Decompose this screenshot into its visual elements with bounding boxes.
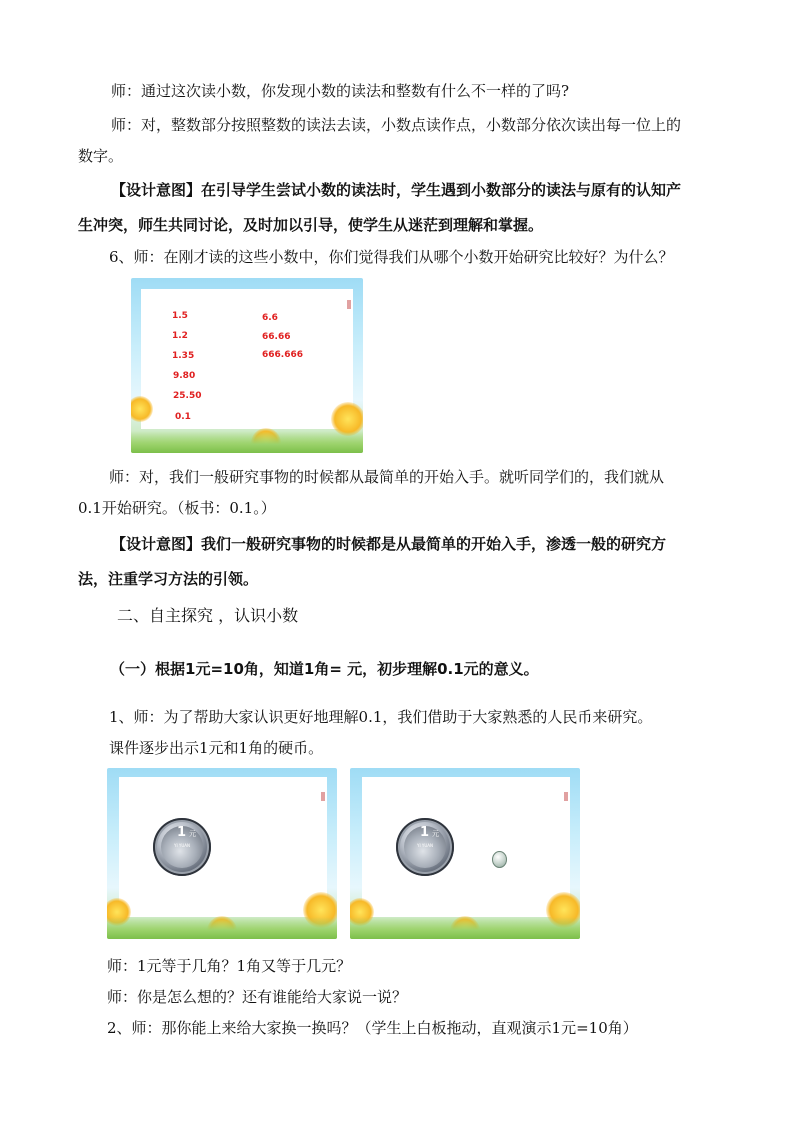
coin-pinyin: YI YUAN bbox=[174, 843, 190, 848]
seal-mark bbox=[564, 792, 568, 801]
coin-pinyin: YI YUAN bbox=[417, 843, 433, 848]
question-6: 6、师：在刚才读的这些小数中，你们觉得我们从哪个小数开始研究比较好？为什么？ bbox=[109, 248, 674, 266]
decimal-number: 1.5 bbox=[172, 311, 188, 321]
coin-denomination: 1 bbox=[177, 825, 187, 840]
decimal-number: 25.50 bbox=[173, 391, 202, 401]
decimal-slide bbox=[131, 278, 363, 453]
seal-mark bbox=[321, 792, 325, 801]
section-heading: 二、自主探究 ，认识小数 bbox=[117, 606, 299, 625]
teacher-line-4: 1、师：为了帮助大家认识更好地理解0.1，我们借助于大家熟悉的人民币来研究。 bbox=[109, 708, 653, 726]
decimal-number: 666.666 bbox=[262, 350, 303, 360]
design-intent-1-cont: 生冲突，师生共同讨论，及时加以引导，使学生从迷茫到理解和掌握。 bbox=[78, 216, 544, 234]
decimal-number: 1.35 bbox=[172, 351, 195, 361]
design-intent-2: 【设计意图】我们一般研究事物的时候都是从最简单的开始入手，渗透一般的研究方 bbox=[111, 535, 667, 553]
teacher-line-2-cont: 数字。 bbox=[78, 147, 124, 165]
decimal-number: 0.1 bbox=[175, 412, 191, 422]
teacher-line-1: 师：通过这次读小数，你发现小数的读法和整数有什么不一样的了吗? bbox=[111, 82, 570, 100]
teacher-line-6: 师：你是怎么想的？还有谁能给大家说一说？ bbox=[107, 988, 408, 1006]
decimal-number: 6.6 bbox=[262, 313, 278, 323]
slide-content-area bbox=[119, 777, 327, 917]
courseware-note: 课件逐步出示1元和1角的硬币。 bbox=[109, 739, 324, 757]
grass-decoration bbox=[131, 431, 363, 453]
seal-mark bbox=[347, 300, 351, 309]
one-yuan-coin bbox=[153, 818, 211, 876]
decimal-number: 66.66 bbox=[262, 332, 291, 342]
subsection-heading: （一）根据1元=10角，知道1角= 元，初步理解0.1元的意义。 bbox=[110, 660, 539, 678]
grass-decoration bbox=[107, 917, 337, 939]
slide-content-area bbox=[362, 777, 570, 917]
coin-denomination: 1 bbox=[420, 825, 430, 840]
design-intent-2-cont: 法，注重学习方法的引领。 bbox=[78, 570, 259, 588]
teacher-line-2: 师：对，整数部分按照整数的读法去读，小数点读作点，小数部分依次读出每一位上的 bbox=[111, 116, 682, 134]
decimal-number: 1.2 bbox=[172, 331, 188, 341]
teacher-line-3-cont: 0.1开始研究。（板书：0.1。） bbox=[78, 499, 276, 517]
coin-unit: 元 bbox=[432, 830, 439, 838]
coin-slide-1 bbox=[107, 768, 337, 939]
grass-decoration bbox=[350, 917, 580, 939]
coin-unit: 元 bbox=[189, 830, 196, 838]
one-yuan-coin bbox=[396, 818, 454, 876]
one-jiao-coin bbox=[492, 851, 507, 868]
teacher-line-7: 2、师：那你能上来给大家换一换吗？（学生上白板拖动，直观演示1元=10角） bbox=[107, 1019, 638, 1037]
teacher-line-5: 师：1元等于几角？1角又等于几元？ bbox=[107, 957, 352, 975]
decimal-number: 9.80 bbox=[173, 371, 196, 381]
teacher-line-3: 师：对，我们一般研究事物的时候都从最简单的开始入手。就听同学们的，我们就从 bbox=[109, 468, 665, 486]
design-intent-1: 【设计意图】在引导学生尝试小数的读法时，学生遇到小数部分的读法与原有的认知产 bbox=[111, 181, 682, 199]
coin-slide-2 bbox=[350, 768, 580, 939]
